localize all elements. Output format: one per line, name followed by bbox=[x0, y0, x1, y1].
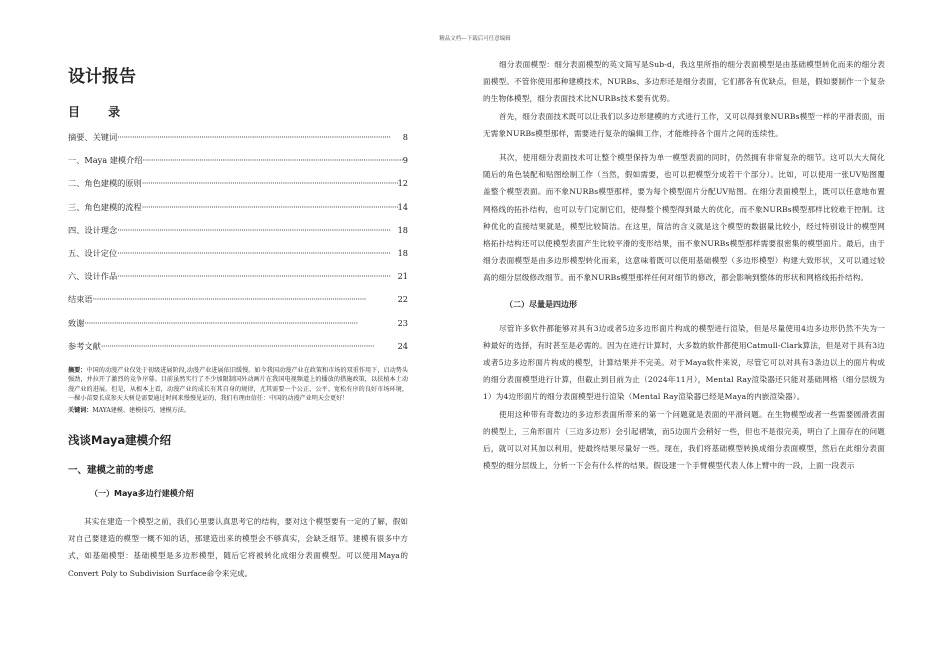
toc-leader-dots bbox=[142, 178, 398, 188]
right-column bbox=[483, 56, 885, 474]
subsection-heading: 一、建模之前的考虑 bbox=[68, 464, 154, 476]
toc-item-page: 21 bbox=[397, 271, 408, 282]
toc-leader-dots bbox=[143, 155, 403, 165]
toc-item-page: 9 bbox=[402, 155, 408, 166]
toc-item[interactable] bbox=[68, 202, 408, 225]
toc-item-label: 结束语 bbox=[68, 294, 93, 305]
toc-item[interactable] bbox=[68, 132, 408, 155]
toc-leader-dots bbox=[93, 294, 398, 304]
body-paragraph: 其实在建造一个模型之前，我们心里要认真思考它的结构，要对这个模型要有一定的了解，假如对自己要建造的模型一概不知的话，那建造出来的模型会不够真实，会缺乏细节。建模有很多中方式，如基础模型：基础模型是多边形模型，随后它将被转化成细分表面模型。可以使用Maya的Convert Poly to Subdivision Surface命令来完成。 bbox=[68, 516, 408, 578]
section-title: 浅谈Maya建模介绍 bbox=[68, 432, 172, 447]
toc-item-page: 12 bbox=[397, 178, 408, 189]
abstract-text: 中国的动漫产业仅处于初级进展阶段,动漫产业进展依旧缓慢。如今我国动漫产业在政策和市场的双重作用下，启动势头强劲，并拉开了激烈的竞争序幕。目前虽然实行了不少加限制国外动画片在我国电视频道上的播放的措施政策，以扶植本土动漫产业的进展。但是，从根本上看，动漫产业的成长有其自身的规律，尤其需要一个公正、公平、宽松有序的良好市场环境，一棵小苗要长成参天大树是需要通过时间来慢慢见证的，我们有理由信任：中国的动漫产业明天会更好！ bbox=[68, 366, 409, 403]
toc-item-label: 摘要、关键词 bbox=[68, 132, 118, 142]
toc-item[interactable] bbox=[68, 248, 408, 271]
toc-leader-dots bbox=[117, 225, 397, 235]
toc-item-page: 14 bbox=[397, 201, 408, 212]
toc-item[interactable] bbox=[68, 271, 408, 294]
toc-item-label: 三、角色建模的流程 bbox=[68, 201, 142, 212]
toc-leader-dots bbox=[117, 271, 397, 281]
toc-item[interactable] bbox=[68, 318, 408, 341]
toc-item-label: 二、角色建模的原则 bbox=[68, 178, 142, 189]
body-paragraph: 使用这种带有奇数边的多边形表面所带来的第一个问题就是表面的平滑问题。在生物模型或者一些需要圆滑表面的模型上，三角形面片（三边多边形）会引起褶皱，而5边面片会稍好一些，但也不是很完美，明白了上面存在的问题后，就可以对其加以利用，使最终结果尽量好一些。现在，我们将基础模型转换成细分表面模型，然后在此细分表面模型的细分层级上，分析一下会有什么样的结果。假设建一个手臂模型代表人体上臂中的一段，上面一段表示 bbox=[483, 409, 885, 471]
paragraph-gap bbox=[483, 142, 885, 149]
keywords-label: 关键词： bbox=[68, 406, 93, 414]
toc-item-page: 8 bbox=[402, 132, 408, 142]
toc-item-label: 一、Maya 建模介绍 bbox=[68, 155, 143, 166]
toc-heading: 目 录 bbox=[68, 105, 133, 119]
toc-item[interactable] bbox=[68, 341, 408, 364]
keywords bbox=[68, 405, 408, 414]
toc-item-page: 23 bbox=[397, 317, 408, 328]
toc-item-label: 四、设计理念 bbox=[68, 224, 118, 235]
body-paragraph: 其次，使用细分表面技术可让整个模型保持为单一模型表面的同时，仍然拥有非常复杂的细节。这可以大大简化随后的角色装配和贴图绘制工作（当然，假如需要，也可以把模型分成若干个部分）。比如，可以使用一张UV贴图覆盖整个模型表面。而不象NURBs模型那样，要为每个模型面片分配UV贴图。在细分表面模型上，既可以任意地布置网格线的拓扑结构，也可以专门定制它们，使得整个模型得到最大的优化，而不象NURBs模型那样比较难于控制。这种优化的直接结果就是，模型比较简洁。在这里，简洁的含义就是这个模型的数据量比较小，经过特别设计的模型网格拓扑结构还可以使模型表面产生比较平滑的变形结果，而不象NURBs模型那样需要很密集的模型面片。最后，由于细分表面模型是由多边形模型转化而来，这意味着既可以使用基础模型（多边形模型）构建大致形状，又可以通过较高的细分层级修改细节。而不象NURBs模型那样任何对细节的修改，都会影响到整体的形状和网格线拓扑结构。 bbox=[483, 153, 885, 283]
subsubsection-heading: （一）Maya多边行建模介绍 bbox=[90, 488, 194, 498]
toc-item-label: 六、设计作品 bbox=[68, 271, 118, 282]
body-paragraph: 细分表面模型：细分表面模型的英文简写是Sub-d，我这里所指的细分表面模型是由基础模型转化而来的细分表面模型。不管你使用那种建模技术，NURBs、多边形还是细分表面，它们都各有优缺点，但是，假如要制作一个复杂的生物体模型，细分表面技术比NURBs技术要有优势。 bbox=[483, 60, 885, 104]
abstract-label: 摘要： bbox=[68, 366, 87, 374]
toc-item-page: 18 bbox=[397, 247, 408, 258]
toc-item-label: 致谢 bbox=[68, 317, 85, 328]
toc-item-page: 24 bbox=[397, 340, 408, 351]
toc-leader-dots bbox=[117, 132, 403, 142]
toc-item-page: 22 bbox=[397, 294, 408, 305]
toc-item[interactable] bbox=[68, 294, 408, 317]
toc-item[interactable] bbox=[68, 225, 408, 248]
keywords-text: MAYA建模、建模技巧、建模方法。 bbox=[92, 406, 190, 414]
toc-item[interactable] bbox=[68, 178, 408, 201]
toc-item-page: 18 bbox=[397, 224, 408, 235]
toc-item[interactable] bbox=[68, 155, 408, 178]
header-watermark: 精品文档---下载后可任意编辑 bbox=[439, 36, 511, 42]
toc-leader-dots bbox=[101, 341, 398, 351]
toc-leader-dots bbox=[84, 318, 397, 328]
toc-item-label: 参考文献 bbox=[68, 340, 101, 351]
subsubsection-heading: （二）尽量是四边形 bbox=[505, 299, 577, 309]
body-paragraph: 尽管许多软件都能够对具有3边或者5边多边形面片构成的模型进行渲染，但是尽量使用4边多边形仍然不失为一种最好的选择，有时甚至是必需的。因为在进行计算时，大多数的软件都使用Catmull-Clark算法，但是对于具有3边或者5边多边形面片构成的模型，计算结果并不完美。对于Maya软件来说，尽管它可以对具有3条边以上的面片构成的细分表面模型进行计算，但截止到目前为止（2024年11月），Mental Ray渲染器还只能对基础网格（细分层级为1）为4边形面片的细分表面模型进行渲染（Mental Ray渲染器已经是Maya的内嵌渲染器）。 bbox=[483, 323, 885, 402]
abstract bbox=[68, 366, 408, 404]
toc-item-label: 五、设计定位 bbox=[68, 247, 118, 258]
body-paragraph: 首先，细分表面技术既可以让我们以多边形建模的方式进行工作，又可以得到象NURBs模型一样的平滑表面，而无需象NURBs模型那样，需要进行复杂的编辑工作，才能维持各个面片之间的连续性。 bbox=[483, 111, 885, 138]
toc-leader-dots bbox=[142, 202, 398, 212]
document-title: 设计报告 bbox=[68, 67, 136, 87]
toc-leader-dots bbox=[117, 248, 397, 258]
left-column bbox=[68, 56, 408, 582]
table-of-contents bbox=[68, 132, 408, 364]
